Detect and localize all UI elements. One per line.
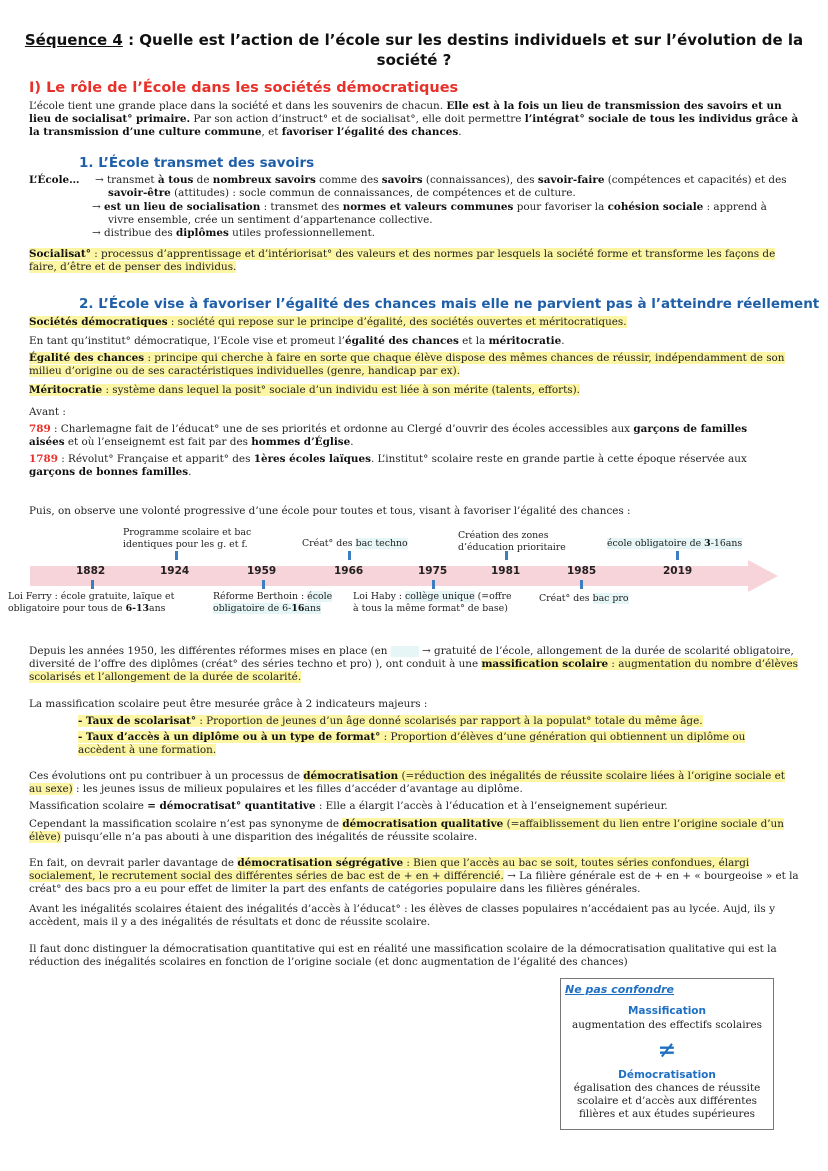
list-item: → est un lieu de socialisation : transmet des normes et valeurs communes pour favoriser la cohésion sociale : apprend à xyxy=(92,201,767,213)
paragraph: En tant qu’institut° démocratique, l’Ecole vise et promeut l’égalité des chances et la méritocratie. xyxy=(29,335,565,347)
ne-pas-confondre-box xyxy=(560,978,774,1130)
not-equal-icon: ≠ xyxy=(657,1037,677,1063)
year-1924: 1924 xyxy=(160,565,190,577)
box-def-democratisation: égalisation des chances de réussite scolaire et d’accès aux différentes filières et aux études supérieures xyxy=(573,1082,761,1120)
caption-2019: école obligatoire de 3-16ans xyxy=(607,538,743,549)
caption-1924: Programme scolaire et bac identiques pour les g. et f. xyxy=(123,527,252,550)
paragraph-indicators: La massification scolaire peut être mesurée grâce à 2 indicateurs majeurs : xyxy=(29,698,428,710)
box-def-massification: augmentation des effectifs scolaires xyxy=(572,1019,762,1031)
list-item: → distribue des diplômes utiles professionnellement. xyxy=(92,227,376,239)
event-789: 789 : Charlemagne fait de l’éducat° une de ses priorités et ordonne au Clergé d’ouvrir des écoles accessibles aux garçons de familles aisées et où l’enseignemt est fait par des hommes d’Église. xyxy=(29,423,748,448)
sequence-label: Séquence 4 xyxy=(24,31,123,49)
list-item: → transmet à tous de nombreux savoirs comme des savoirs (connaissances), des savoir-faire (compétences et capacités) et des xyxy=(95,174,787,186)
tick-1966 xyxy=(348,551,351,560)
definition-socialisation: Socialisat° : processus d’apprentissage et d’intériorisat° des valeurs et des normes par lesquels la société forme et transforme les façons de faire, d’être et de penser des individus. xyxy=(29,248,776,273)
year-1975: 1975 xyxy=(418,565,448,577)
indicator-2: - Taux d’accès à un diplôme ou à un type de format° : Proportion d’élèves d’une génération qui obtiennent un diplôme ou accèdent à une formation. xyxy=(78,731,746,756)
year-1959: 1959 xyxy=(247,565,277,577)
paragraph-segregative: En fait, on devrait parler davantage de démocratisation ségrégative : Bien que l’accès au bac se soit, toutes séries confondues, élargi socialement, le recrutement social des différentes séries de bac est de + en + différencié. → La filière générale est de + en + « bourgeoise » et la créat° des bacs pro a eu pour effet de limiter la part des enfants de catégories populaire dans les filières générales. xyxy=(29,857,799,895)
definition-societes: Sociétés démocratiques : société qui repose sur le principe d’égalité, des sociétés ouvertes et méritocratiques. xyxy=(29,316,627,328)
paragraph-qualitative: Cependant la massification scolaire n’est pas synonyme de démocratisation qualitative (=affaiblissement du lien entre l’origine sociale d’un élève) puisqu’elle n’a pas abouti à une disparition des inégalités de réussite scolaire. xyxy=(29,818,784,843)
section-heading: I) Le rôle de l’École dans les sociétés démocratiques xyxy=(29,80,459,96)
paragraph-massification: Depuis les années 1950, les différentes réformes mises en place (en → gratuité de l’école, allongement de la durée de scolarité obligatoire, diversité de l’offre des diplômes (créat° des séries techno et pro) ), ont conduit à une massification scolaire : augmentation du nombre d’élèves scolarisés et l’allongement de la durée de scolarité. xyxy=(29,645,798,683)
definition-egalite: Égalité des chances : principe qui cherche à faire en sorte que chaque élève dispose des mêmes chances de réussir, indépendamment de son milieu d’origine ou de ses caractéristiques individuelles (genre, handicap par ex). xyxy=(29,352,785,377)
subsection-heading-1: 1. L’École transmet des savoirs xyxy=(79,155,315,171)
paragraph-conclusion: Il faut donc distinguer la démocratisation quantitative qui est en réalité une massification scolaire de la démocratisation qualitative qui est la réduction des inégalités scolaires en fonction de l’origine sociale (et donc augmentation de l’égalité des chances) xyxy=(29,943,777,968)
paragraph-quantitative: Massification scolaire = démocratisat° quantitative : Elle a élargit l’accès à l’éducation et à l’enseignement supérieur. xyxy=(29,800,668,812)
year-2019: 2019 xyxy=(663,565,693,577)
box-term-democratisation: Démocratisation xyxy=(618,1069,716,1081)
definition-meritocratie: Méritocratie : système dans lequel la posit° sociale d’un individu est liée à son mérite (talents, efforts). xyxy=(29,384,580,396)
tick-1959 xyxy=(262,580,265,589)
avant-label: Avant : xyxy=(29,406,66,418)
year-1966: 1966 xyxy=(334,565,364,577)
tick-2019 xyxy=(676,551,679,560)
box-title: Ne pas confondre xyxy=(565,983,675,996)
year-1981: 1981 xyxy=(491,565,521,577)
list-item: vivre ensemble, crée un sentiment d’appartenance collective. xyxy=(108,214,433,226)
intro-paragraph: L’école tient une grande place dans la société et dans les souvenirs de chacun. Elle est à la fois un lieu de transmission des savoirs et un lieu de socialisat° primaire. Par son action d’instruct° et de socialisat°, elle doit permettre l’intégrat° sociale de tous les individus grâce à la transmission d’une culture commune, et favoriser l’égalité des chances. xyxy=(29,100,799,138)
timeline-intro: Puis, on observe une volonté progressive d’une école pour toutes et tous, visant à favoriser l’égalité des chances : xyxy=(29,505,631,517)
tick-1882 xyxy=(91,580,94,589)
page-title: Séquence 4 : Quelle est l’action de l’école sur les destins individuels et sur l’évolution de la société ? xyxy=(24,31,804,69)
tick-1924 xyxy=(175,551,178,560)
caption-1981: Création des zones d’éducation prioritaire xyxy=(458,530,566,553)
tick-1975 xyxy=(432,580,435,589)
year-1985: 1985 xyxy=(567,565,597,577)
indicator-1: - Taux de scolarisat° : Proportion de jeunes d’un âge donné scolarisés par rapport à la populat° totale du même âge. xyxy=(78,715,703,727)
subsection-heading-2: 2. L’École vise à favoriser l’égalité des chances mais elle ne parvient pas à l’atteindre réellement xyxy=(79,296,820,312)
caption-1975: Loi Haby : collège unique (=offre à tous la même format° de base) xyxy=(353,591,512,614)
event-1789: 1789 : Révolut° Française et apparit° des 1ères écoles laïques. L’institut° scolaire reste en grande partie à cette époque réservée aux garçons de bonnes familles. xyxy=(29,453,747,478)
box-term-massification: Massification xyxy=(627,1005,707,1017)
caption-1882: Loi Ferry : école gratuite, laïque et obligatoire pour tous de 6-13ans xyxy=(8,591,175,614)
lead-text: L’École… xyxy=(29,174,80,186)
caption-1966: Créat° des bac techno xyxy=(302,538,408,549)
list-item: savoir-être (attitudes) : socle commun de connaissances, de compétences et de culture. xyxy=(108,187,576,199)
caption-1985: Créat° des bac pro xyxy=(539,593,629,604)
year-1882: 1882 xyxy=(76,565,106,577)
paragraph-democratisation: Ces évolutions ont pu contribuer à un processus de démocratisation (=réduction des inégalités de réussite scolaire liées à l’origine sociale et au sexe) : les jeunes issus de milieux populaires et les filles d’accéder d’avantage au diplôme. xyxy=(29,770,785,795)
blank-field xyxy=(391,646,419,657)
paragraph-inegalites: Avant les inégalités scolaires étaient des inégalités d’accès à l’éducat° : les élèves de classes populaires n’accédaient pas au lycée. Aujd, ils y accèdent, mais il y a des inégalités de résultats et donc de réussite scolaire. xyxy=(29,903,775,928)
caption-1959: Réforme Berthoin : école obligatoire de 6-16ans xyxy=(213,591,333,614)
tick-1985 xyxy=(580,580,583,589)
